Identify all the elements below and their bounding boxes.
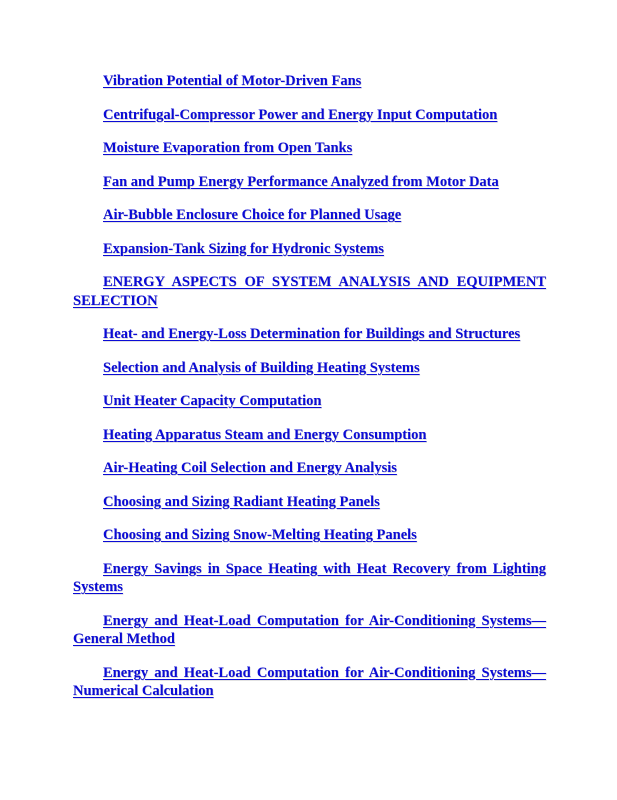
- table-of-contents: [73, 72, 546, 716]
- toc-link-heating-apparatus-steam[interactable]: Heating Apparatus Steam and Energy Consumption: [103, 426, 427, 443]
- toc-link-moisture-evaporation[interactable]: Moisture Evaporation from Open Tanks: [103, 140, 353, 156]
- toc-link-fan-pump-energy[interactable]: Fan and Pump Energy Performance Analyzed from Motor Data: [103, 173, 499, 190]
- toc-link-heat-energy-loss[interactable]: Heat- and Energy-Loss Determination for Buildings and Structures: [103, 326, 521, 342]
- toc-link-centrifugal-compressor[interactable]: Centrifugal-Compressor Power and Energy Input Computation: [103, 106, 498, 123]
- toc-link-air-bubble-enclosure[interactable]: Air-Bubble Enclosure Choice for Planned Usage: [103, 207, 402, 223]
- toc-link-building-heating-systems[interactable]: Selection and Analysis of Building Heating Systems: [103, 359, 420, 376]
- toc-link-snow-melting-panels[interactable]: Choosing and Sizing Snow-Melting Heating Panels: [103, 527, 417, 543]
- toc-link-expansion-tank[interactable]: Expansion-Tank Sizing for Hydronic Systems: [103, 240, 384, 257]
- toc-link-unit-heater[interactable]: Unit Heater Capacity Computation: [103, 393, 322, 409]
- toc-link-ac-numerical-calculation[interactable]: Energy and Heat-Load Computation for Air-Conditioning Systems—Numerical Calculation: [73, 664, 546, 699]
- toc-link-radiant-heating-panels[interactable]: Choosing and Sizing Radiant Heating Panels: [103, 493, 380, 510]
- toc-link-air-heating-coil[interactable]: Air-Heating Coil Selection and Energy Analysis: [103, 460, 397, 476]
- toc-link-lighting-heat-recovery[interactable]: Energy Savings in Space Heating with Heat Recovery from Lighting Systems: [73, 560, 546, 595]
- toc-link-vibration-potential[interactable]: Vibration Potential of Motor-Driven Fans: [103, 73, 362, 89]
- toc-link-ac-general-method[interactable]: Energy and Heat-Load Computation for Air-Conditioning Systems—General Method: [73, 612, 546, 647]
- toc-link-section-energy-aspects[interactable]: ENERGY ASPECTS OF SYSTEM ANALYSIS AND EQUIPMENT SELECTION: [73, 274, 546, 309]
